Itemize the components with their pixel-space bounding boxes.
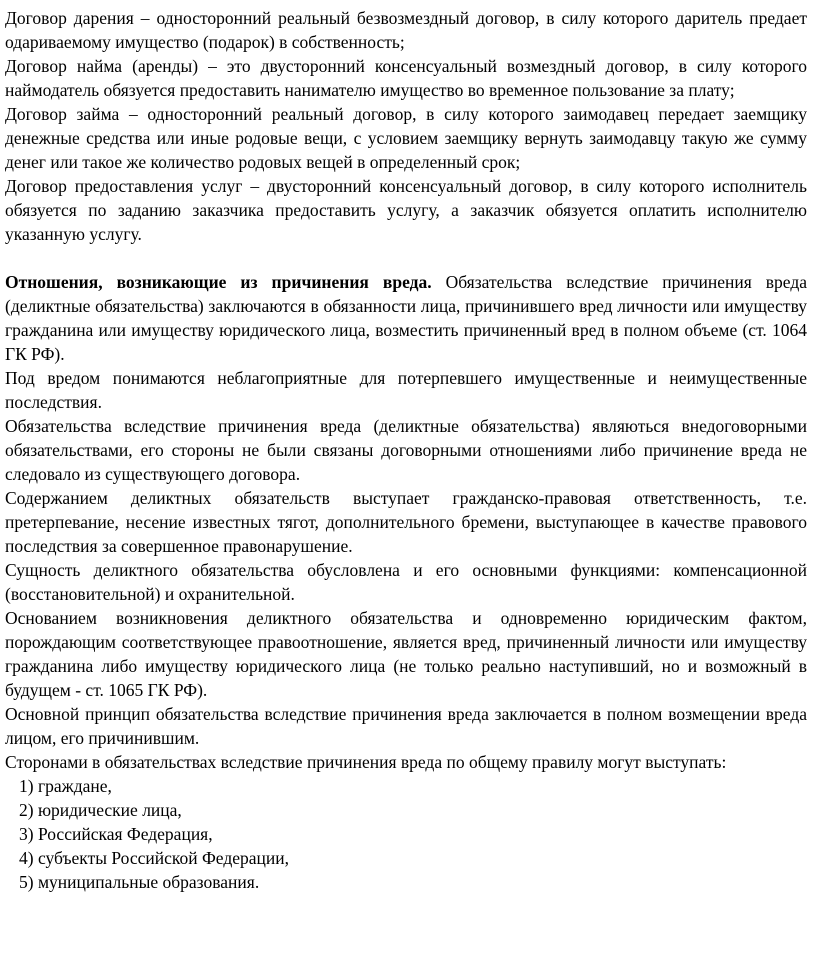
paragraph: Под вредом понимаются неблагоприятные для потерпевшего имущественные и неимущественные последствия. — [5, 368, 807, 412]
list-item — [5, 798, 807, 822]
list-item-number: 4) — [19, 848, 38, 868]
paragraph: Сторонами в обязательствах вследствие причинения вреда по общему правилу могут выступать: — [5, 752, 727, 772]
list-item-number: 1) — [19, 776, 38, 796]
list-item — [5, 870, 807, 894]
paragraph: Сущность деликтного обязательства обусловлена и его основными функциями: компенсационной (восстановительной) и охранительной. — [5, 560, 807, 604]
list-item-text: Российская Федерация, — [37, 824, 213, 844]
paragraph-bold-lead: Отношения, возникающие из причинения вреда. — [5, 272, 432, 292]
list-item — [5, 774, 807, 798]
list-item-number: 2) — [19, 800, 38, 820]
paragraph: Содержанием деликтных обязательств выступает гражданско-правовая ответственность, т.е. претерпевание, несение известных тягот, дополнительного бремени, выступающее в качестве правового последствия за совершенное правонарушение. — [5, 488, 807, 556]
list-item-text: субъекты Российской Федерации, — [37, 848, 289, 868]
list-item — [5, 822, 807, 846]
list-item-text: граждане, — [37, 776, 112, 796]
paragraph: Обязательства вследствие причинения вреда (деликтные обязательства) являються внедоговорными обязательствами, его стороны не были связаны договорными отношениями либо причинение вреда не следовало из существующего договора. — [5, 416, 807, 484]
list-item — [5, 846, 807, 870]
paragraph: Основной принцип обязательства вследствие причинения вреда заключается в полном возмещении вреда лицом, его причинившим. — [5, 704, 807, 748]
paragraph: Договор займа – односторонний реальный договор, в силу которого заимодавец передает заемщику денежные средства или иные родовые вещи, с условием заемщику вернуть заимодавцу такую же сумму денег или такое же количество родовых вещей в определенный срок; — [5, 104, 807, 172]
list-item-text: юридические лица, — [37, 800, 182, 820]
paragraph: Договор найма (аренды) – это двусторонний консенсуальный возмездный договор, в силу которого наймодатель обязуется предоставить нанимателю имущество во временное пользование за плату; — [5, 56, 807, 100]
empty-line — [5, 246, 807, 270]
list-item-number: 3) — [19, 824, 38, 844]
paragraph: Отношения, возникающие из причинения вреда. Обязательства вследствие причинения вреда (деликтные обязательства) заключаются в обязанности лица, причинившего вред личности или имуществу гражданина или имуществу юридического лица, возместить причиненный вред в полном объеме (ст. 1064 ГК РФ). — [5, 272, 807, 364]
document-body — [5, 6, 807, 894]
list-item-text: муниципальные образования. — [37, 872, 260, 892]
list-item-number: 5) — [19, 872, 38, 892]
paragraph: Основанием возникновения деликтного обязательства и одновременно юридическим фактом, порождающим соответствующее правоотношение, является вред, причиненный личности или имуществу гражданина либо имуществу юридического лица (не только реально наступивший, но и возможный в будущем - ст. 1065 ГК РФ). — [5, 608, 807, 700]
paragraph: Договор предоставления услуг – двусторонний консенсуальный договор, в силу которого исполнитель обязуется по заданию заказчика предоставить услугу, а заказчик обязуется оплатить исполнителю указанную услугу. — [5, 176, 807, 244]
paragraph: Договор дарения – односторонний реальный безвозмездный договор, в силу которого даритель предает одариваемому имущество (подарок) в собственность; — [5, 8, 807, 52]
